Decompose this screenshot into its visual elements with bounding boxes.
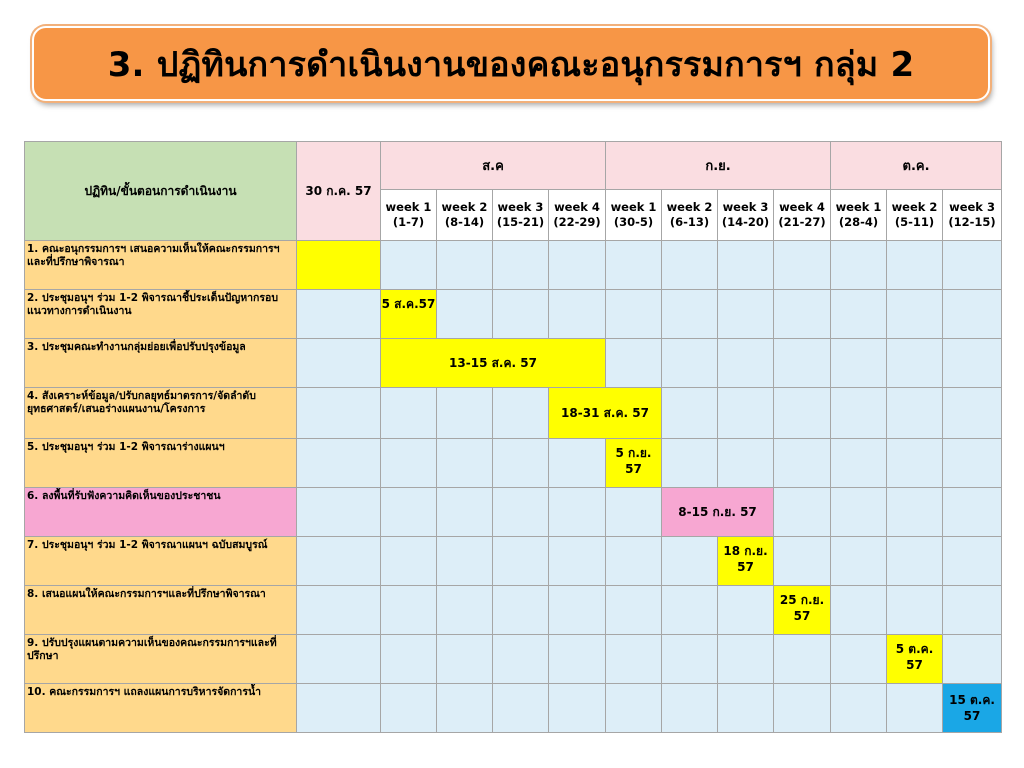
empty-cell [381,537,437,586]
empty-cell [831,388,887,439]
empty-cell [297,586,381,635]
empty-cell [437,488,493,537]
empty-cell [437,290,493,339]
empty-cell [831,241,887,290]
empty-cell [943,388,1002,439]
table-row [25,635,1002,684]
empty-cell [493,684,549,733]
empty-cell [381,684,437,733]
schedule-mark: 18 ก.ย. 57 [718,537,774,586]
empty-cell [493,635,549,684]
empty-cell [493,537,549,586]
schedule-mark: 8-15 ก.ย. 57 [662,488,774,537]
week-header: week 1 (1-7) [381,190,437,241]
empty-cell [297,339,381,388]
empty-cell [943,488,1002,537]
table-row [25,241,1002,290]
step-label: 4. สังเคราะห์ข้อมูล/ปรับกลยุทธ์มาตรการ/จัดลำดับยุทธศาสตร์/เสนอร่างแผนงาน/โครงการ [25,388,297,439]
table-row [25,388,1002,439]
empty-cell [381,388,437,439]
empty-cell [493,439,549,488]
empty-cell [943,537,1002,586]
empty-cell [297,439,381,488]
empty-cell [831,339,887,388]
empty-cell [297,684,381,733]
title-banner [32,26,990,101]
empty-cell [774,241,831,290]
header-row-months [25,142,1002,190]
empty-cell [831,586,887,635]
step-label: 9. ปรับปรุงแผนตามความเห็นของคณะกรรมการฯและที่ปรึกษา [25,635,297,684]
empty-cell [381,488,437,537]
table-row [25,439,1002,488]
empty-cell [943,586,1002,635]
empty-cell [493,241,549,290]
step-label: 5. ประชุมอนุฯ ร่วม 1-2 พิจารณาร่างแผนฯ [25,439,297,488]
week-header: week 2 (6-13) [662,190,718,241]
empty-cell [437,388,493,439]
empty-cell [774,684,831,733]
empty-cell [549,684,606,733]
empty-cell [549,488,606,537]
week-header: week 4 (22-29) [549,190,606,241]
empty-cell [493,586,549,635]
empty-cell [381,241,437,290]
empty-cell [662,586,718,635]
table-row [25,684,1002,733]
empty-cell [774,339,831,388]
empty-cell [887,339,943,388]
empty-cell [606,488,662,537]
empty-cell [549,635,606,684]
empty-cell [831,488,887,537]
schedule-mark: 5 ก.ย. 57 [606,439,662,488]
empty-cell [831,290,887,339]
empty-cell [662,537,718,586]
step-column-header: ปฏิทิน/ขั้นตอนการดำเนินงาน [25,142,297,241]
empty-cell [718,290,774,339]
empty-cell [606,635,662,684]
empty-cell [437,537,493,586]
empty-cell [297,537,381,586]
month-header-aug: ส.ค [381,142,606,190]
table-row [25,339,1002,388]
schedule-mark: 18-31 ส.ค. 57 [549,388,662,439]
empty-cell [662,290,718,339]
week-header: week 1 (28-4) [831,190,887,241]
empty-cell [943,339,1002,388]
empty-cell [943,439,1002,488]
empty-cell [662,439,718,488]
empty-cell [943,635,1002,684]
empty-cell [774,388,831,439]
empty-cell [831,684,887,733]
schedule-mark: 5 ส.ค.57 [381,290,437,339]
schedule-mark [297,241,381,290]
empty-cell [887,439,943,488]
table-row [25,586,1002,635]
week-header: week 1 (30-5) [606,190,662,241]
page-title: 3. ปฏิทินการดำเนินงานของคณะอนุกรรมการฯ กลุ่ม 2 [107,44,915,85]
month-header-oct: ต.ค. [831,142,1002,190]
empty-cell [662,684,718,733]
empty-cell [887,684,943,733]
table-row [25,290,1002,339]
empty-cell [774,537,831,586]
empty-cell [774,439,831,488]
step-label: 3. ประชุมคณะทำงานกลุ่มย่อยเพื่อปรับปรุงข้อมูล [25,339,297,388]
empty-cell [606,684,662,733]
empty-cell [718,684,774,733]
empty-cell [662,241,718,290]
empty-cell [606,241,662,290]
empty-cell [887,537,943,586]
empty-cell [887,586,943,635]
empty-cell [943,241,1002,290]
empty-cell [718,241,774,290]
schedule-mark: 15 ต.ค. 57 [943,684,1002,733]
empty-cell [297,488,381,537]
schedule-mark: 5 ต.ค. 57 [887,635,943,684]
step-label: 10. คณะกรรมการฯ แถลงแผนการบริหารจัดการน้ำ [25,684,297,733]
empty-cell [662,635,718,684]
empty-cell [606,290,662,339]
empty-cell [493,290,549,339]
week-header: week 3 (14-20) [718,190,774,241]
schedule-mark: 25 ก.ย. 57 [774,586,831,635]
empty-cell [831,635,887,684]
empty-cell [381,586,437,635]
schedule-mark: 13-15 ส.ค. 57 [381,339,606,388]
table-row [25,488,1002,537]
date-column-header: 30 ก.ค. 57 [297,142,381,241]
empty-cell [549,537,606,586]
empty-cell [606,339,662,388]
empty-cell [887,488,943,537]
empty-cell [437,439,493,488]
table-row [25,537,1002,586]
step-label: 2. ประชุมอนุฯ ร่วม 1-2 พิจารณาชี้ประเด็นปัญหากรอบแนวทางการดำเนินงาน [25,290,297,339]
empty-cell [943,290,1002,339]
empty-cell [297,388,381,439]
empty-cell [493,388,549,439]
empty-cell [887,290,943,339]
month-header-sep: ก.ย. [606,142,831,190]
empty-cell [718,388,774,439]
empty-cell [297,635,381,684]
empty-cell [887,241,943,290]
empty-cell [549,586,606,635]
schedule-table [24,141,1002,733]
empty-cell [774,635,831,684]
step-label: 7. ประชุมอนุฯ ร่วม 1-2 พิจารณาแผนฯ ฉบับสมบูรณ์ [25,537,297,586]
empty-cell [606,586,662,635]
empty-cell [437,635,493,684]
empty-cell [297,290,381,339]
empty-cell [549,290,606,339]
empty-cell [774,290,831,339]
empty-cell [887,388,943,439]
empty-cell [549,241,606,290]
empty-cell [774,488,831,537]
empty-cell [718,439,774,488]
week-header: week 4 (21-27) [774,190,831,241]
empty-cell [831,537,887,586]
week-header: week 3 (15-21) [493,190,549,241]
week-header: week 3 (12-15) [943,190,1002,241]
step-label: 1. คณะอนุกรรมการฯ เสนอความเห็นให้คณะกรรมการฯและที่ปรึกษาพิจารณา [25,241,297,290]
empty-cell [662,339,718,388]
empty-cell [606,537,662,586]
empty-cell [718,586,774,635]
empty-cell [381,635,437,684]
empty-cell [549,439,606,488]
empty-cell [718,339,774,388]
empty-cell [437,684,493,733]
week-header: week 2 (5-11) [887,190,943,241]
empty-cell [718,635,774,684]
empty-cell [831,439,887,488]
empty-cell [437,241,493,290]
empty-cell [381,439,437,488]
empty-cell [437,586,493,635]
empty-cell [493,488,549,537]
week-header: week 2 (8-14) [437,190,493,241]
step-label: 8. เสนอแผนให้คณะกรรมการฯและที่ปรึกษาพิจารณา [25,586,297,635]
empty-cell [662,388,718,439]
step-label: 6. ลงพื้นที่รับฟังความคิดเห็นของประชาชน [25,488,297,537]
